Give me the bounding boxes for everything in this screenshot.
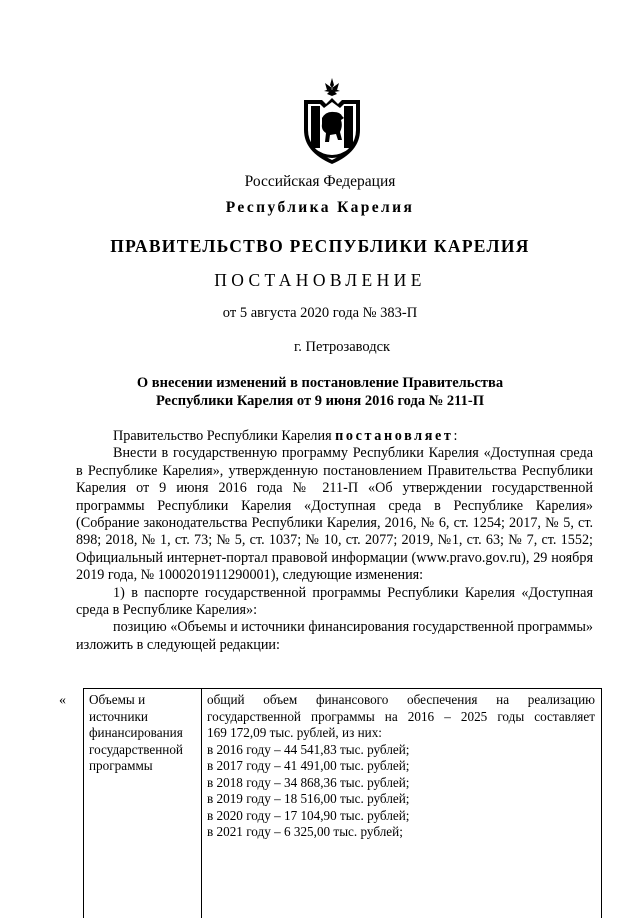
resolution-intro-text: Правительство Республики Карелия — [113, 428, 336, 444]
resolution-colon: : — [453, 428, 458, 444]
right-cell-intro-line: государственной программы на 2016 – 2025 годы составляет — [207, 708, 595, 724]
left-cell-line: финансирования — [89, 725, 183, 740]
position-paragraph: позицию «Объемы и источники финансирования государственной программы» изложить в следующей редакции: — [76, 619, 593, 653]
resolution-verb: постановляет — [335, 428, 454, 444]
document-type: ПОСТАНОВЛЕНИЕ — [214, 270, 426, 290]
republic-name: Республика Карелия — [225, 199, 415, 216]
year-funding-line: в 2021 году – 6 325,00 тыс. рублей; — [207, 824, 403, 839]
amendment-paragraph: Внести в государственную программу Республики Карелия «Доступная среда в Республике Карелия», утвержденную постановлением Правительства Республики Карелия от 9 июня 2016 года № 211-П «Об утверждении государственной программы Республики Карелия «Доступная среда в Республике Карелия» (Собрание законодательства Республики Карелия, 2016, № 6, ст. 1254; 2017, № 5, ст. 898; 2018, № 1, ст. 73; № 5, ст. 1037; № 10, ст. 2077; 2019, №1, ст. 63; № 7, ст. 1552; Официальный интернет-портал правовой информации (www.pravo.gov.ru), 29 ноября 2019 года, № 1000201911290001), следующие изменения: — [76, 445, 593, 584]
year-funding-line: в 2016 году – 44 541,83 тыс. рублей; — [207, 741, 410, 757]
left-cell-line: источники — [89, 708, 148, 724]
year-funding-line: в 2019 году – 18 516,00 тыс. рублей; — [207, 791, 410, 806]
subject-line-2: Республики Карелия от 9 июня 2016 года № 211-П — [156, 393, 484, 409]
country-name: Российская Федерация — [244, 173, 396, 190]
left-cell-line: государственной — [89, 741, 183, 757]
year-funding-line: в 2020 году – 17 104,90 тыс. рублей; — [207, 807, 410, 823]
item-1-paragraph: 1) в паспорте государственной программы Республики Карелия «Доступная среда в Республике Карелия»: — [76, 584, 593, 619]
document-body — [76, 428, 593, 654]
karelia-coat-of-arms-emblem — [300, 78, 364, 166]
left-cell-line: программы — [89, 758, 153, 773]
table-right-cell — [202, 689, 601, 921]
government-title: ПРАВИТЕЛЬСТВО РЕСПУБЛИКИ КАРЕЛИЯ — [110, 236, 530, 256]
year-funding-line: в 2018 году – 34 868,36 тыс. рублей; — [207, 774, 410, 790]
year-funding-line: в 2017 году – 41 491,00 тыс. рублей; — [207, 758, 410, 773]
opening-quote-mark: « — [59, 693, 66, 708]
subject-line-1: О внесении изменений в постановление Правительства — [136, 375, 504, 391]
left-cell-line: Объемы и — [89, 692, 146, 707]
table-left-cell — [84, 689, 202, 918]
right-cell-intro-line: общий объем финансового обеспечения на реализацию — [207, 692, 595, 707]
right-cell-intro-line: 169 172,09 тыс. рублей, из них: — [207, 725, 382, 740]
resolution-intro — [76, 428, 593, 445]
financing-table — [83, 688, 602, 918]
city-name: г. Петрозаводск — [294, 339, 391, 355]
date-and-number: от 5 августа 2020 года № 383-П — [222, 305, 418, 321]
